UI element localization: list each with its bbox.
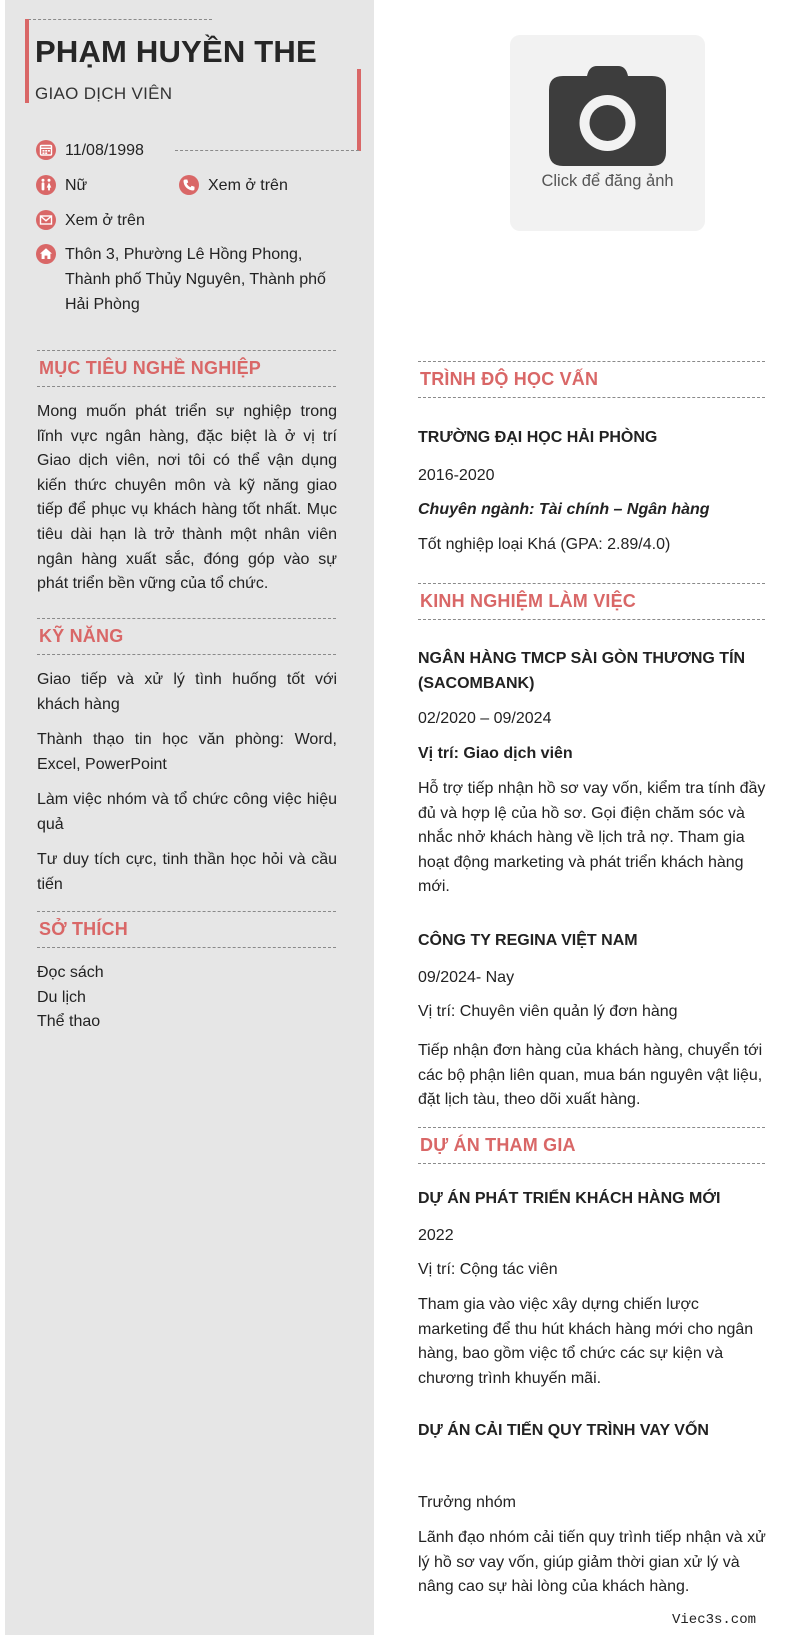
phone-icon [179,175,199,195]
skill-item: Giao tiếp và xử lý tình huống tốt với khách hàng [37,671,337,713]
project-role: Trưởng nhóm [418,1494,516,1511]
education-major: Chuyên ngành: Tài chính – Ngân hàng [418,501,710,518]
skill-item: Tư duy tích cực, tinh thần học hỏi và cầu tiến [37,851,337,893]
email-icon [36,210,56,230]
job-description: Hỗ trợ tiếp nhận hồ sơ vay vốn, kiểm tra tính đầy đủ và hợp lệ của hồ sơ. Gọi điện chăm sóc và nhắc nhở khách hàng về lịch trả nợ. Tham gia hoạt động marketing và phát triển khách hàng mới. [418,780,766,896]
address-value: Thôn 3, Phường Lê Hồng Phong, Thành phố Thủy Nguyên, Thành phố Hải Phòng [65,246,326,313]
header-top-divider [28,19,212,20]
projects-heading-text: DỰ ÁN THAM GIA [420,1135,576,1155]
header-accent-bar-right [357,69,361,151]
contact-dob [65,138,144,163]
objective-heading [37,350,336,387]
objective-heading-text: MỤC TIÊU NGHỀ NGHIỆP [39,358,262,378]
contact-address [65,242,330,317]
projects-heading [418,1127,765,1164]
job-position: Vị trí: Giao dịch viên [418,745,573,762]
header-mid-divider [175,150,359,151]
job-description: Tiếp nhận đơn hàng của khách hàng, chuyển tới các bộ phận liên quan, mua bán nguyên vật liệu, đặt lịch tàu, theo dõi xuất hàng. [418,1042,763,1109]
contact-email [65,208,145,233]
job-company: NGÂN HÀNG TMCP SÀI GÒN THƯƠNG TÍN (SACOMBANK) [418,650,746,692]
job-title: GIAO DỊCH VIÊN [35,84,173,103]
hobby-item: Thể thao [37,1013,101,1030]
hobby-item: Đọc sách [37,964,104,981]
dob-value: 11/08/1998 [65,142,144,159]
footer-brand: Viec3s.com [672,1612,757,1628]
gender-icon [36,175,56,195]
hobby-item: Du lịch [37,989,86,1006]
email-value: Xem ở trên [65,212,145,229]
job-period: 02/2020 – 09/2024 [418,710,552,727]
job-position: Vị trí: Chuyên viên quản lý đơn hàng [418,1003,678,1020]
calendar-icon [36,140,56,160]
job-company: CÔNG TY REGINA VIỆT NAM [418,932,638,949]
project-name: DỰ ÁN PHÁT TRIỂN KHÁCH HÀNG MỚI [418,1190,721,1207]
job-period: 09/2024- Nay [418,969,515,986]
project-description: Tham gia vào việc xây dựng chiến lược marketing để thu hút khách hàng mới cho ngân hàng, bao gồm việc tổ chức các sự kiện và chương trình khuyến mãi. [418,1296,754,1387]
contact-phone [208,173,288,198]
education-heading-text: TRÌNH ĐỘ HỌC VẤN [420,369,599,389]
skill-item: Làm việc nhóm và tổ chức công việc hiệu quả [37,791,337,833]
project-role: Vị trí: Cộng tác viên [418,1261,558,1278]
project-year: 2022 [418,1227,454,1244]
hobbies-heading [37,911,336,948]
photo-upload[interactable] [510,35,705,231]
experience-heading-text: KINH NGHIỆM LÀM VIỆC [420,591,637,611]
skills-heading-text: KỸ NĂNG [39,626,124,646]
camera-icon [549,64,666,166]
header-accent-bar-left [25,19,29,103]
skill-item: Thành thạo tin học văn phòng: Word, Excel, PowerPoint [37,731,337,773]
education-result: Tốt nghiệp loại Khá (GPA: 2.89/4.0) [418,536,671,553]
gender-value: Nữ [65,177,88,194]
objective-text: Mong muốn phát triển sự nghiệp trong lĩnh vực ngân hàng, đặc biệt là ở vị trí Giao dịch viên, nơi tôi có thể vận dụng kiến thức chuyên môn và kỹ năng giao tiếp để phục vụ khách hàng tốt nhất. Mục tiêu dài hạn là trở thành một nhân viên ngân hàng xuất sắc, đóng góp vào sự phát triển bền vững của tổ chức. [37,403,337,593]
skills-heading [37,618,336,655]
phone-value: Xem ở trên [208,177,288,194]
hobbies-heading-text: SỞ THÍCH [39,919,128,939]
home-icon [36,244,56,264]
education-school: TRƯỜNG ĐẠI HỌC HẢI PHÒNG [418,429,658,446]
contact-gender [65,173,87,198]
project-description: Lãnh đạo nhóm cải tiến quy trình tiếp nhận và xử lý hồ sơ vay vốn, giúp giảm thời gian xử lý và nâng cao sự hài lòng của khách hàng. [418,1529,766,1596]
photo-upload-caption: Click để đăng ảnh [541,172,674,190]
education-period: 2016-2020 [418,467,495,484]
experience-heading [418,583,765,620]
project-name: DỰ ÁN CẢI TIẾN QUY TRÌNH VAY VỐN [418,1422,709,1439]
full-name: PHẠM HUYỀN THE [35,34,317,69]
education-heading [418,361,765,398]
